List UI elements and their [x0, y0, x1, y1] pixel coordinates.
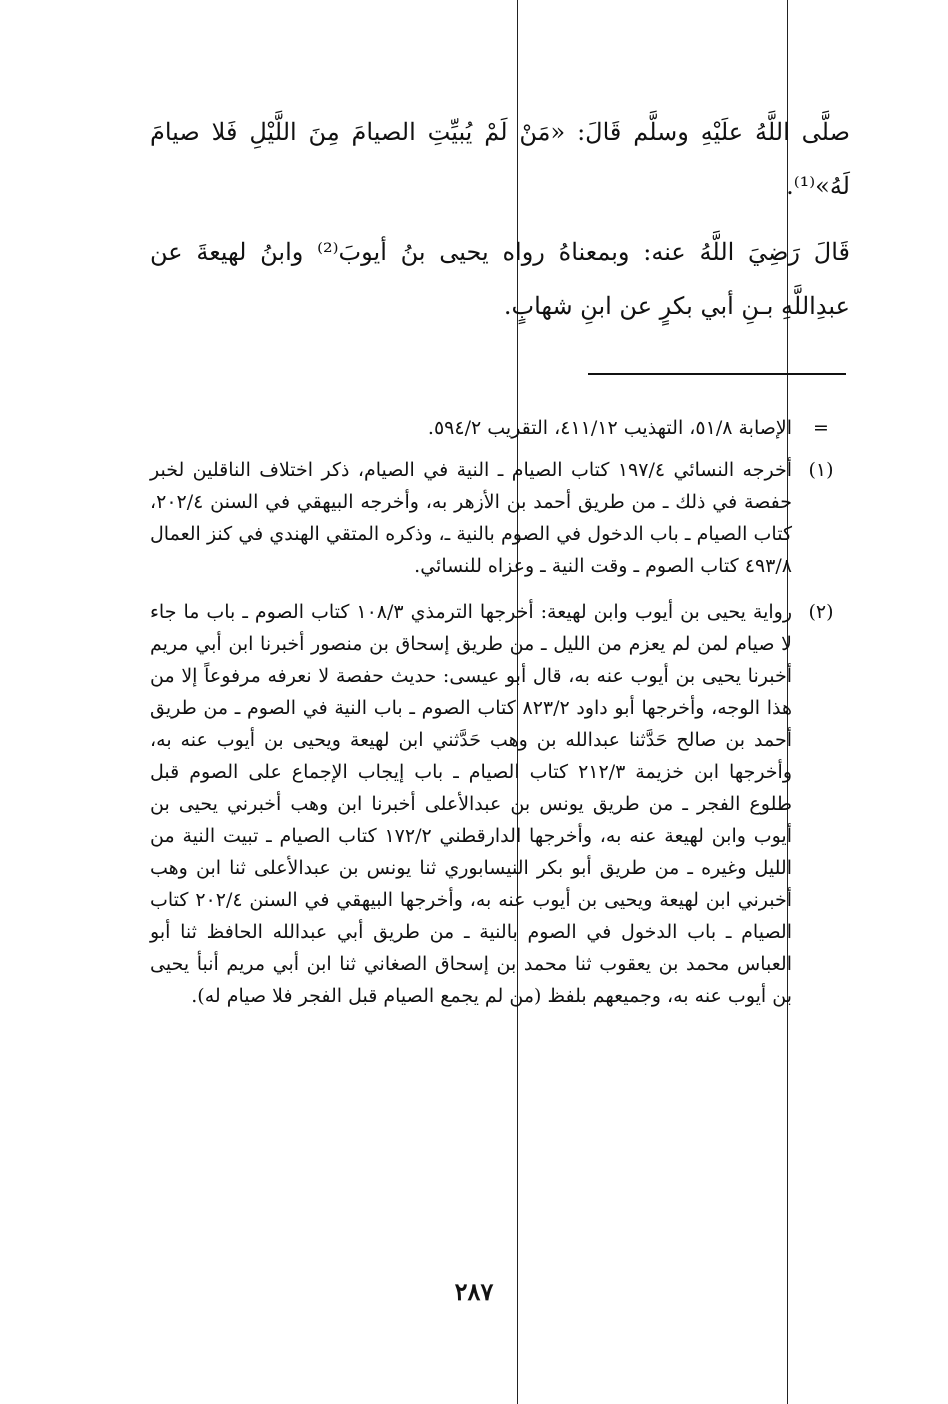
page-number: ٢٨٧: [454, 1277, 494, 1306]
footnote-marker: =: [813, 417, 829, 439]
footnote-separator: [588, 373, 846, 375]
main-paragraph-2: قَالَ رَضِيَ اللَّهُ عنه: وبمعناهُ رواه يحيى بنُ أيوبَ⁽²⁾ وابنُ لهيعةَ عن عبدِاللَّهِ بـنِ أبي بكرٍ عن ابنِ شهابٍ.: [150, 238, 850, 320]
footnote-continuation: [150, 412, 850, 444]
footnote-text: الإصابة ٥١/٨، التهذيب ٤١١/١٢، التقريب ٥٩٤/٢.: [427, 417, 792, 439]
footnotes: [150, 412, 850, 1022]
main-text-block: [150, 105, 850, 213]
footnote-marker: (١): [808, 459, 834, 481]
main-paragraph-1: صلَّى اللَّهُ علَيْهِ وسلَّم قَالَ: «مَنْ لَمْ يُبيِّتِ الصيامَ مِنَ اللَّيْلِ فَلا صيامَ لَهُ»⁽¹⁾.: [150, 118, 850, 200]
footnote-marker: (٢): [808, 601, 834, 623]
main-text-block-2: [150, 225, 850, 333]
footnote-text: رواية يحيى بن أيوب وابن لهيعة: أخرجها الترمذي ١٠٨/٣ كتاب الصوم ـ باب ما جاء لا صيام لمن لم يعزم من الليل ـ من طريق إسحاق بن منصور أخبرنا ابن أبي مريم أخبرنا يحيى بن أيوب عنه به، قال أبو عيسى: حديث حفصة لا نعرفه مرفوعاً إلا من هذا الوجه، وأخرجها أبو داود ٨٢٣/٢ كتاب الصوم ـ باب النية في الصوم ـ من طريق أحمد بن صالح حَدَّثنا عبدالله بن وهب حَدَّثني ابن لهيعة ويحيى بن أيوب عنه به، وأخرجها ابن خزيمة ٢١٢/٣ كتاب الصيام ـ باب إيجاب الإجماع على الصوم قبل طلوع الفجر ـ من طريق يونس بن عبدالأعلى أخبرنا ابن وهب أخبرني يحيى بن أيوب وابن لهيعة عنه به، وأخرجها الدارقطني ١٧٢/٢ كتاب الصيام ـ تبيت النية من الليل وغيره ـ من طريق أبو بكر النيسابوري ثنا يونس بن عبدالأعلى ثنا ابن وهب أخبرني ابن لهيعة ويحيى بن أيوب عنه به، وأخرجها البيهقي في السنن ٢٠٢/٤ كتاب الصيام ـ باب الدخول في الصوم بالنية ـ من طريق أبي عبدالله الحافظ ثنا أبو العباس محمد بن يعقوب ثنا محمد بن إسحاق الصغاني ثنا ابن أبي مريم أنبأ يحيى بن أيوب عنه به، وجميعهم بلفظ (من لم يجمع الصيام قبل الفجر فلا صيام له).: [150, 601, 792, 1007]
footnote-2: [150, 596, 850, 1012]
footnote-text: أخرجه النسائي ١٩٧/٤ كتاب الصيام ـ النية في الصيام، ذكر اختلاف الناقلين لخبر حفصة في ذلك ـ من طريق أحمد بن الأزهر به، وأخرجه البيهقي في السنن ٢٠٢/٤، كتاب الصيام ـ باب الدخول في الصوم بالنية ـ، وذكره المتقي الهندي في كنز العمال ٤٩٣/٨ كتاب الصوم ـ وقت النية ـ وعزاه للنسائي.: [150, 459, 792, 577]
footnote-1: [150, 454, 850, 582]
